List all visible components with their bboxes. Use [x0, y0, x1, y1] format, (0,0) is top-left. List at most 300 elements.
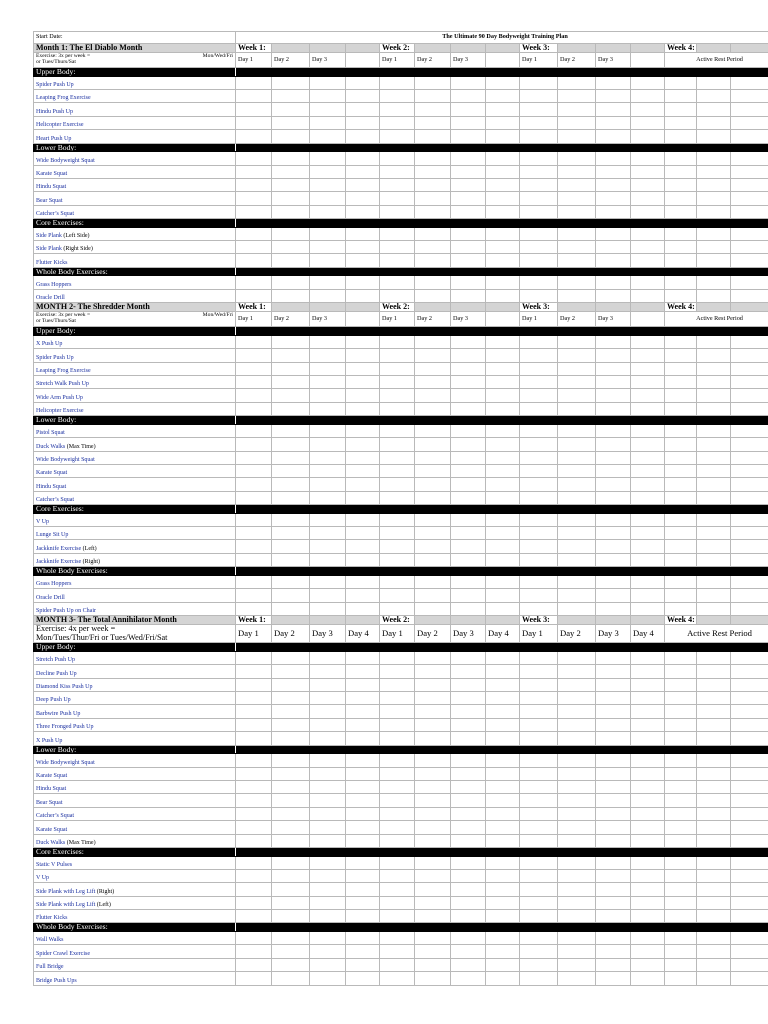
- log-cell[interactable]: [631, 130, 665, 143]
- log-cell[interactable]: [310, 424, 346, 437]
- log-cell[interactable]: [596, 276, 631, 289]
- log-cell[interactable]: [415, 767, 451, 780]
- log-cell[interactable]: [558, 856, 596, 869]
- log-cell[interactable]: [310, 76, 346, 89]
- log-cell[interactable]: [272, 883, 310, 896]
- log-cell[interactable]: [558, 241, 596, 254]
- log-cell[interactable]: [415, 205, 451, 218]
- log-cell[interactable]: [631, 692, 665, 705]
- log-cell[interactable]: [272, 780, 310, 793]
- log-cell[interactable]: [272, 165, 310, 178]
- log-cell[interactable]: [665, 553, 697, 566]
- log-cell[interactable]: [236, 767, 272, 780]
- log-cell[interactable]: [665, 76, 697, 89]
- log-cell[interactable]: [310, 665, 346, 678]
- log-cell[interactable]: [558, 389, 596, 402]
- log-cell[interactable]: [596, 491, 631, 504]
- log-cell[interactable]: [346, 424, 380, 437]
- log-cell[interactable]: [631, 464, 665, 477]
- log-cell[interactable]: [631, 821, 665, 834]
- log-cell[interactable]: [697, 376, 731, 389]
- log-cell[interactable]: [558, 527, 596, 540]
- log-cell[interactable]: [236, 438, 272, 451]
- log-cell[interactable]: [697, 856, 731, 869]
- log-cell[interactable]: [415, 491, 451, 504]
- log-cell[interactable]: [665, 491, 697, 504]
- log-cell[interactable]: [346, 276, 380, 289]
- log-cell[interactable]: [731, 103, 768, 116]
- log-cell[interactable]: [236, 116, 272, 129]
- log-cell[interactable]: [697, 602, 731, 615]
- log-cell[interactable]: [596, 575, 631, 588]
- log-cell[interactable]: [486, 754, 520, 767]
- log-cell[interactable]: [520, 958, 558, 971]
- log-cell[interactable]: [731, 478, 768, 491]
- log-cell[interactable]: [451, 241, 486, 254]
- log-cell[interactable]: [665, 945, 697, 958]
- log-cell[interactable]: [380, 165, 415, 178]
- log-cell[interactable]: [272, 438, 310, 451]
- log-cell[interactable]: [697, 178, 731, 191]
- log-cell[interactable]: [380, 227, 415, 240]
- log-cell[interactable]: [697, 289, 731, 302]
- log-cell[interactable]: [697, 362, 731, 375]
- log-cell[interactable]: [272, 241, 310, 254]
- log-cell[interactable]: [451, 527, 486, 540]
- log-cell[interactable]: [665, 794, 697, 807]
- log-cell[interactable]: [486, 692, 520, 705]
- log-cell[interactable]: [486, 178, 520, 191]
- log-cell[interactable]: [665, 692, 697, 705]
- log-cell[interactable]: [486, 402, 520, 415]
- log-cell[interactable]: [451, 692, 486, 705]
- log-cell[interactable]: [451, 254, 486, 267]
- log-cell[interactable]: [380, 276, 415, 289]
- log-cell[interactable]: [697, 103, 731, 116]
- log-cell[interactable]: [731, 754, 768, 767]
- log-cell[interactable]: [558, 932, 596, 945]
- log-cell[interactable]: [596, 165, 631, 178]
- log-cell[interactable]: [310, 89, 346, 102]
- log-cell[interactable]: [596, 602, 631, 615]
- log-cell[interactable]: [415, 451, 451, 464]
- log-cell[interactable]: [236, 152, 272, 165]
- log-cell[interactable]: [558, 910, 596, 923]
- log-cell[interactable]: [520, 932, 558, 945]
- log-cell[interactable]: [731, 130, 768, 143]
- log-cell[interactable]: [415, 705, 451, 718]
- log-cell[interactable]: [631, 376, 665, 389]
- log-cell[interactable]: [486, 718, 520, 731]
- log-cell[interactable]: [451, 732, 486, 745]
- log-cell[interactable]: [272, 821, 310, 834]
- log-cell[interactable]: [272, 89, 310, 102]
- log-cell[interactable]: [665, 754, 697, 767]
- log-cell[interactable]: [520, 589, 558, 602]
- log-cell[interactable]: [380, 821, 415, 834]
- log-cell[interactable]: [415, 389, 451, 402]
- log-cell[interactable]: [451, 165, 486, 178]
- log-cell[interactable]: [415, 780, 451, 793]
- log-cell[interactable]: [631, 665, 665, 678]
- log-cell[interactable]: [272, 289, 310, 302]
- log-cell[interactable]: [236, 602, 272, 615]
- log-cell[interactable]: [731, 692, 768, 705]
- log-cell[interactable]: [310, 254, 346, 267]
- log-cell[interactable]: [520, 883, 558, 896]
- log-cell[interactable]: [486, 335, 520, 348]
- log-cell[interactable]: [236, 103, 272, 116]
- log-cell[interactable]: [415, 856, 451, 869]
- log-cell[interactable]: [596, 732, 631, 745]
- log-cell[interactable]: [310, 958, 346, 971]
- log-cell[interactable]: [451, 464, 486, 477]
- log-cell[interactable]: [486, 205, 520, 218]
- log-cell[interactable]: [520, 821, 558, 834]
- log-cell[interactable]: [346, 76, 380, 89]
- log-cell[interactable]: [486, 780, 520, 793]
- log-cell[interactable]: [346, 575, 380, 588]
- log-cell[interactable]: [236, 376, 272, 389]
- log-cell[interactable]: [310, 732, 346, 745]
- log-cell[interactable]: [310, 807, 346, 820]
- log-cell[interactable]: [346, 732, 380, 745]
- log-cell[interactable]: [520, 376, 558, 389]
- log-cell[interactable]: [631, 945, 665, 958]
- log-cell[interactable]: [520, 945, 558, 958]
- log-cell[interactable]: [486, 794, 520, 807]
- log-cell[interactable]: [665, 869, 697, 882]
- log-cell[interactable]: [451, 103, 486, 116]
- log-cell[interactable]: [731, 152, 768, 165]
- log-cell[interactable]: [520, 856, 558, 869]
- log-cell[interactable]: [236, 972, 272, 985]
- log-cell[interactable]: [665, 464, 697, 477]
- log-cell[interactable]: [631, 883, 665, 896]
- log-cell[interactable]: [415, 192, 451, 205]
- log-cell[interactable]: [631, 289, 665, 302]
- log-cell[interactable]: [558, 718, 596, 731]
- log-cell[interactable]: [596, 335, 631, 348]
- log-cell[interactable]: [380, 910, 415, 923]
- log-cell[interactable]: [596, 478, 631, 491]
- log-cell[interactable]: [596, 958, 631, 971]
- log-cell[interactable]: [380, 438, 415, 451]
- log-cell[interactable]: [346, 651, 380, 664]
- log-cell[interactable]: [415, 910, 451, 923]
- log-cell[interactable]: [631, 896, 665, 909]
- log-cell[interactable]: [558, 834, 596, 847]
- log-cell[interactable]: [520, 152, 558, 165]
- log-cell[interactable]: [486, 89, 520, 102]
- log-cell[interactable]: [415, 678, 451, 691]
- log-cell[interactable]: [697, 972, 731, 985]
- log-cell[interactable]: [558, 780, 596, 793]
- log-cell[interactable]: [451, 178, 486, 191]
- log-cell[interactable]: [697, 718, 731, 731]
- log-cell[interactable]: [558, 678, 596, 691]
- log-cell[interactable]: [272, 589, 310, 602]
- log-cell[interactable]: [486, 834, 520, 847]
- log-cell[interactable]: [415, 834, 451, 847]
- log-cell[interactable]: [665, 227, 697, 240]
- log-cell[interactable]: [631, 807, 665, 820]
- log-cell[interactable]: [272, 276, 310, 289]
- log-cell[interactable]: [596, 192, 631, 205]
- log-cell[interactable]: [415, 754, 451, 767]
- log-cell[interactable]: [310, 289, 346, 302]
- log-cell[interactable]: [631, 602, 665, 615]
- log-cell[interactable]: [596, 513, 631, 526]
- log-cell[interactable]: [731, 821, 768, 834]
- log-cell[interactable]: [346, 780, 380, 793]
- log-cell[interactable]: [731, 767, 768, 780]
- log-cell[interactable]: [380, 289, 415, 302]
- log-cell[interactable]: [697, 945, 731, 958]
- log-cell[interactable]: [380, 491, 415, 504]
- log-cell[interactable]: [380, 116, 415, 129]
- log-cell[interactable]: [558, 651, 596, 664]
- log-cell[interactable]: [310, 589, 346, 602]
- log-cell[interactable]: [236, 451, 272, 464]
- log-cell[interactable]: [558, 732, 596, 745]
- log-cell[interactable]: [520, 464, 558, 477]
- log-cell[interactable]: [272, 651, 310, 664]
- log-cell[interactable]: [631, 794, 665, 807]
- log-cell[interactable]: [596, 910, 631, 923]
- log-cell[interactable]: [310, 896, 346, 909]
- log-cell[interactable]: [415, 76, 451, 89]
- log-cell[interactable]: [697, 130, 731, 143]
- log-cell[interactable]: [665, 834, 697, 847]
- log-cell[interactable]: [272, 513, 310, 526]
- log-cell[interactable]: [731, 389, 768, 402]
- log-cell[interactable]: [272, 665, 310, 678]
- log-cell[interactable]: [558, 575, 596, 588]
- log-cell[interactable]: [451, 376, 486, 389]
- log-cell[interactable]: [380, 705, 415, 718]
- log-cell[interactable]: [236, 553, 272, 566]
- log-cell[interactable]: [558, 705, 596, 718]
- log-cell[interactable]: [310, 165, 346, 178]
- log-cell[interactable]: [520, 513, 558, 526]
- log-cell[interactable]: [380, 424, 415, 437]
- log-cell[interactable]: [520, 718, 558, 731]
- log-cell[interactable]: [310, 718, 346, 731]
- log-cell[interactable]: [310, 103, 346, 116]
- log-cell[interactable]: [451, 152, 486, 165]
- log-cell[interactable]: [380, 692, 415, 705]
- log-cell[interactable]: [272, 945, 310, 958]
- log-cell[interactable]: [380, 254, 415, 267]
- log-cell[interactable]: [346, 553, 380, 566]
- log-cell[interactable]: [451, 438, 486, 451]
- log-cell[interactable]: [236, 241, 272, 254]
- log-cell[interactable]: [558, 438, 596, 451]
- log-cell[interactable]: [415, 165, 451, 178]
- log-cell[interactable]: [380, 856, 415, 869]
- log-cell[interactable]: [731, 491, 768, 504]
- log-cell[interactable]: [558, 254, 596, 267]
- log-cell[interactable]: [346, 540, 380, 553]
- log-cell[interactable]: [731, 932, 768, 945]
- log-cell[interactable]: [731, 651, 768, 664]
- log-cell[interactable]: [731, 116, 768, 129]
- log-cell[interactable]: [520, 896, 558, 909]
- log-cell[interactable]: [596, 651, 631, 664]
- log-cell[interactable]: [520, 192, 558, 205]
- log-cell[interactable]: [486, 362, 520, 375]
- log-cell[interactable]: [310, 241, 346, 254]
- log-cell[interactable]: [665, 589, 697, 602]
- log-cell[interactable]: [697, 513, 731, 526]
- log-cell[interactable]: [697, 192, 731, 205]
- log-cell[interactable]: [558, 807, 596, 820]
- log-cell[interactable]: [596, 76, 631, 89]
- log-cell[interactable]: [310, 869, 346, 882]
- log-cell[interactable]: [272, 718, 310, 731]
- log-cell[interactable]: [631, 972, 665, 985]
- log-cell[interactable]: [272, 464, 310, 477]
- log-cell[interactable]: [346, 678, 380, 691]
- log-cell[interactable]: [596, 945, 631, 958]
- log-cell[interactable]: [631, 780, 665, 793]
- log-cell[interactable]: [380, 972, 415, 985]
- log-cell[interactable]: [697, 896, 731, 909]
- log-cell[interactable]: [310, 438, 346, 451]
- log-cell[interactable]: [451, 932, 486, 945]
- log-cell[interactable]: [272, 130, 310, 143]
- log-cell[interactable]: [380, 665, 415, 678]
- log-cell[interactable]: [380, 241, 415, 254]
- log-cell[interactable]: [520, 254, 558, 267]
- log-cell[interactable]: [415, 152, 451, 165]
- log-cell[interactable]: [731, 376, 768, 389]
- log-cell[interactable]: [486, 540, 520, 553]
- log-cell[interactable]: [310, 227, 346, 240]
- log-cell[interactable]: [486, 116, 520, 129]
- log-cell[interactable]: [380, 794, 415, 807]
- log-cell[interactable]: [731, 76, 768, 89]
- log-cell[interactable]: [697, 349, 731, 362]
- log-cell[interactable]: [520, 807, 558, 820]
- log-cell[interactable]: [731, 718, 768, 731]
- log-cell[interactable]: [486, 883, 520, 896]
- log-cell[interactable]: [665, 116, 697, 129]
- log-cell[interactable]: [272, 794, 310, 807]
- log-cell[interactable]: [415, 289, 451, 302]
- log-cell[interactable]: [486, 869, 520, 882]
- log-cell[interactable]: [272, 767, 310, 780]
- log-cell[interactable]: [596, 464, 631, 477]
- log-cell[interactable]: [486, 254, 520, 267]
- log-cell[interactable]: [558, 665, 596, 678]
- log-cell[interactable]: [486, 438, 520, 451]
- log-cell[interactable]: [415, 89, 451, 102]
- log-cell[interactable]: [596, 349, 631, 362]
- log-cell[interactable]: [272, 205, 310, 218]
- log-cell[interactable]: [415, 464, 451, 477]
- log-cell[interactable]: [697, 335, 731, 348]
- log-cell[interactable]: [346, 362, 380, 375]
- log-cell[interactable]: [665, 451, 697, 464]
- log-cell[interactable]: [596, 821, 631, 834]
- log-cell[interactable]: [380, 152, 415, 165]
- log-cell[interactable]: [697, 807, 731, 820]
- log-cell[interactable]: [451, 665, 486, 678]
- log-cell[interactable]: [415, 402, 451, 415]
- log-cell[interactable]: [731, 945, 768, 958]
- log-cell[interactable]: [665, 276, 697, 289]
- log-cell[interactable]: [272, 856, 310, 869]
- log-cell[interactable]: [236, 651, 272, 664]
- log-cell[interactable]: [415, 103, 451, 116]
- log-cell[interactable]: [631, 575, 665, 588]
- log-cell[interactable]: [731, 335, 768, 348]
- log-cell[interactable]: [451, 335, 486, 348]
- log-cell[interactable]: [380, 540, 415, 553]
- log-cell[interactable]: [415, 130, 451, 143]
- log-cell[interactable]: [380, 602, 415, 615]
- log-cell[interactable]: [697, 754, 731, 767]
- log-cell[interactable]: [415, 335, 451, 348]
- log-cell[interactable]: [346, 896, 380, 909]
- log-cell[interactable]: [380, 349, 415, 362]
- log-cell[interactable]: [731, 589, 768, 602]
- log-cell[interactable]: [520, 402, 558, 415]
- log-cell[interactable]: [451, 958, 486, 971]
- log-cell[interactable]: [665, 767, 697, 780]
- log-cell[interactable]: [665, 705, 697, 718]
- log-cell[interactable]: [451, 540, 486, 553]
- log-cell[interactable]: [631, 910, 665, 923]
- log-cell[interactable]: [665, 821, 697, 834]
- log-cell[interactable]: [731, 575, 768, 588]
- log-cell[interactable]: [346, 165, 380, 178]
- log-cell[interactable]: [558, 794, 596, 807]
- log-cell[interactable]: [415, 794, 451, 807]
- log-cell[interactable]: [380, 553, 415, 566]
- log-cell[interactable]: [697, 705, 731, 718]
- log-cell[interactable]: [236, 540, 272, 553]
- log-cell[interactable]: [596, 227, 631, 240]
- log-cell[interactable]: [665, 89, 697, 102]
- log-cell[interactable]: [558, 754, 596, 767]
- log-cell[interactable]: [415, 718, 451, 731]
- log-cell[interactable]: [346, 834, 380, 847]
- log-cell[interactable]: [415, 276, 451, 289]
- log-cell[interactable]: [415, 254, 451, 267]
- log-cell[interactable]: [631, 116, 665, 129]
- log-cell[interactable]: [380, 896, 415, 909]
- log-cell[interactable]: [520, 869, 558, 882]
- log-cell[interactable]: [451, 276, 486, 289]
- log-cell[interactable]: [346, 589, 380, 602]
- log-cell[interactable]: [310, 540, 346, 553]
- log-cell[interactable]: [665, 254, 697, 267]
- log-cell[interactable]: [451, 205, 486, 218]
- log-cell[interactable]: [310, 794, 346, 807]
- log-cell[interactable]: [310, 705, 346, 718]
- log-cell[interactable]: [665, 540, 697, 553]
- log-cell[interactable]: [697, 553, 731, 566]
- log-cell[interactable]: [558, 227, 596, 240]
- log-cell[interactable]: [310, 754, 346, 767]
- log-cell[interactable]: [486, 665, 520, 678]
- log-cell[interactable]: [486, 958, 520, 971]
- log-cell[interactable]: [272, 692, 310, 705]
- log-cell[interactable]: [415, 651, 451, 664]
